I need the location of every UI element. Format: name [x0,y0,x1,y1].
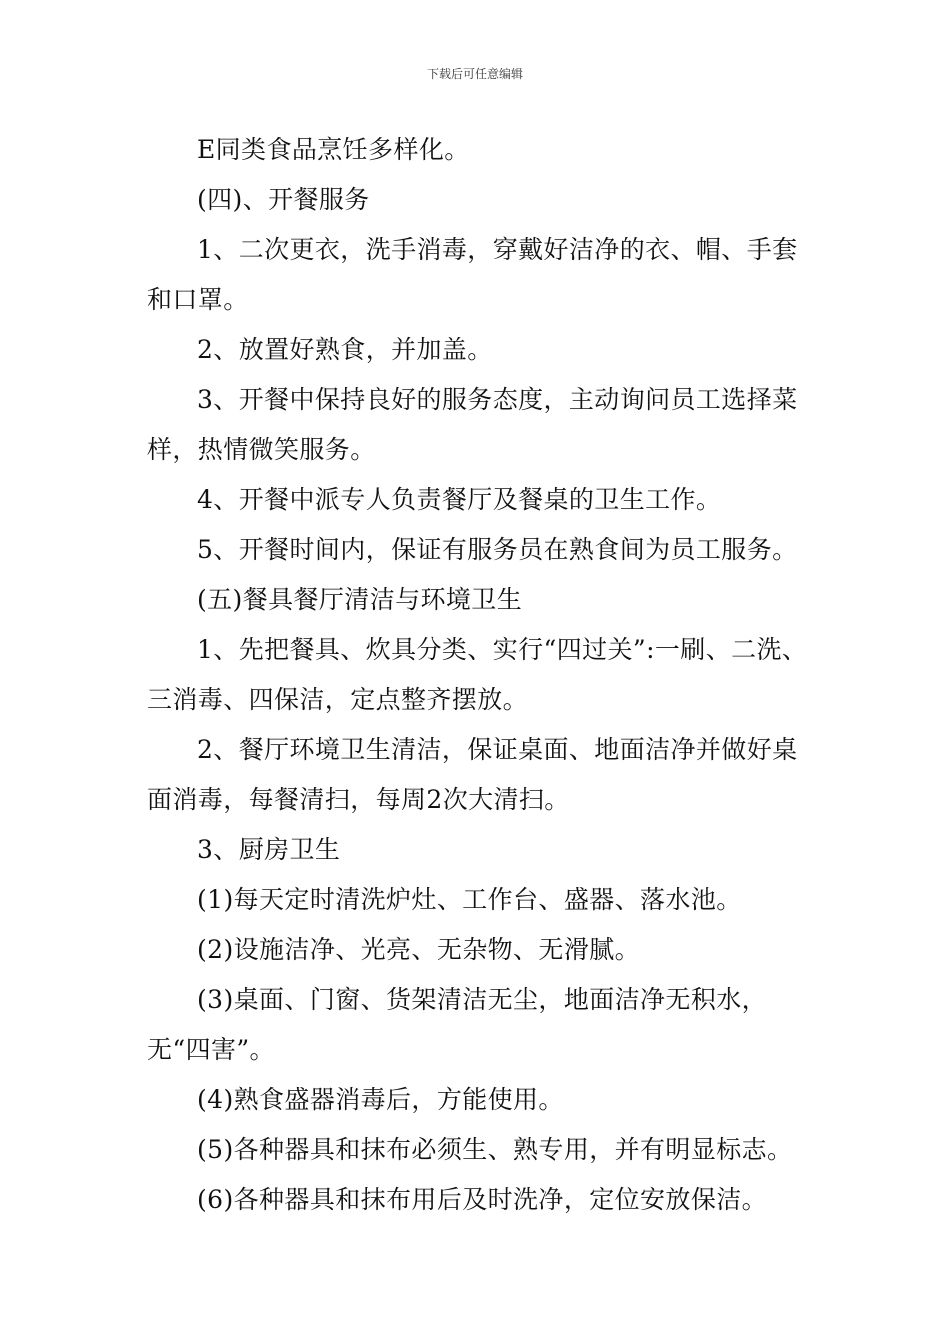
section-heading: (四)、开餐服务 [197,185,370,214]
list-item: (5)各种器具和抹布必须生、熟专用，并有明显标志。 [197,1135,793,1164]
list-item: (6)各种器具和抹布用后及时洗净，定位安放保洁。 [197,1185,768,1214]
paragraph: 4、开餐中派专人负责餐厅及餐桌的卫生工作。 [197,485,722,514]
page-header-note: 下载后可任意编辑 [426,67,523,81]
document-body [147,125,812,1225]
paragraph: 5、开餐时间内，保证有服务员在熟食间为员工服务。 [197,535,798,564]
paragraph: 1、二次更衣，洗手消毒，穿戴好洁净的衣、帽、手套和口罩。 [147,235,798,314]
section-heading: (五)餐具餐厅清洁与环境卫生 [197,585,523,614]
list-item: (2)设施洁净、光亮、无杂物、无滑腻。 [197,935,641,964]
paragraph: 1、先把餐具、炊具分类、实行“四过关”:一刷、二洗、三消毒、四保洁，定点整齐摆放。 [147,635,808,714]
subsection-heading: 3、厨房卫生 [197,835,341,864]
list-item: (1)每天定时清洗炉灶、工作台、盛器、落水池。 [197,885,742,914]
list-item: (4)熟食盛器消毒后，方能使用。 [197,1085,564,1114]
paragraph: 3、开餐中保持良好的服务态度，主动询问员工选择菜样，热情微笑服务。 [147,385,798,464]
paragraph: 2、放置好熟食，并加盖。 [197,335,493,364]
paragraph: 2、餐厅环境卫生清洁，保证桌面、地面洁净并做好桌面消毒，每餐清扫，每周2次大清扫。 [147,735,798,814]
list-item: (3)桌面、门窗、货架清洁无尘，地面洁净无积水，无“四害”。 [147,985,768,1064]
paragraph: E同类食品烹饪多样化。 [197,135,470,164]
